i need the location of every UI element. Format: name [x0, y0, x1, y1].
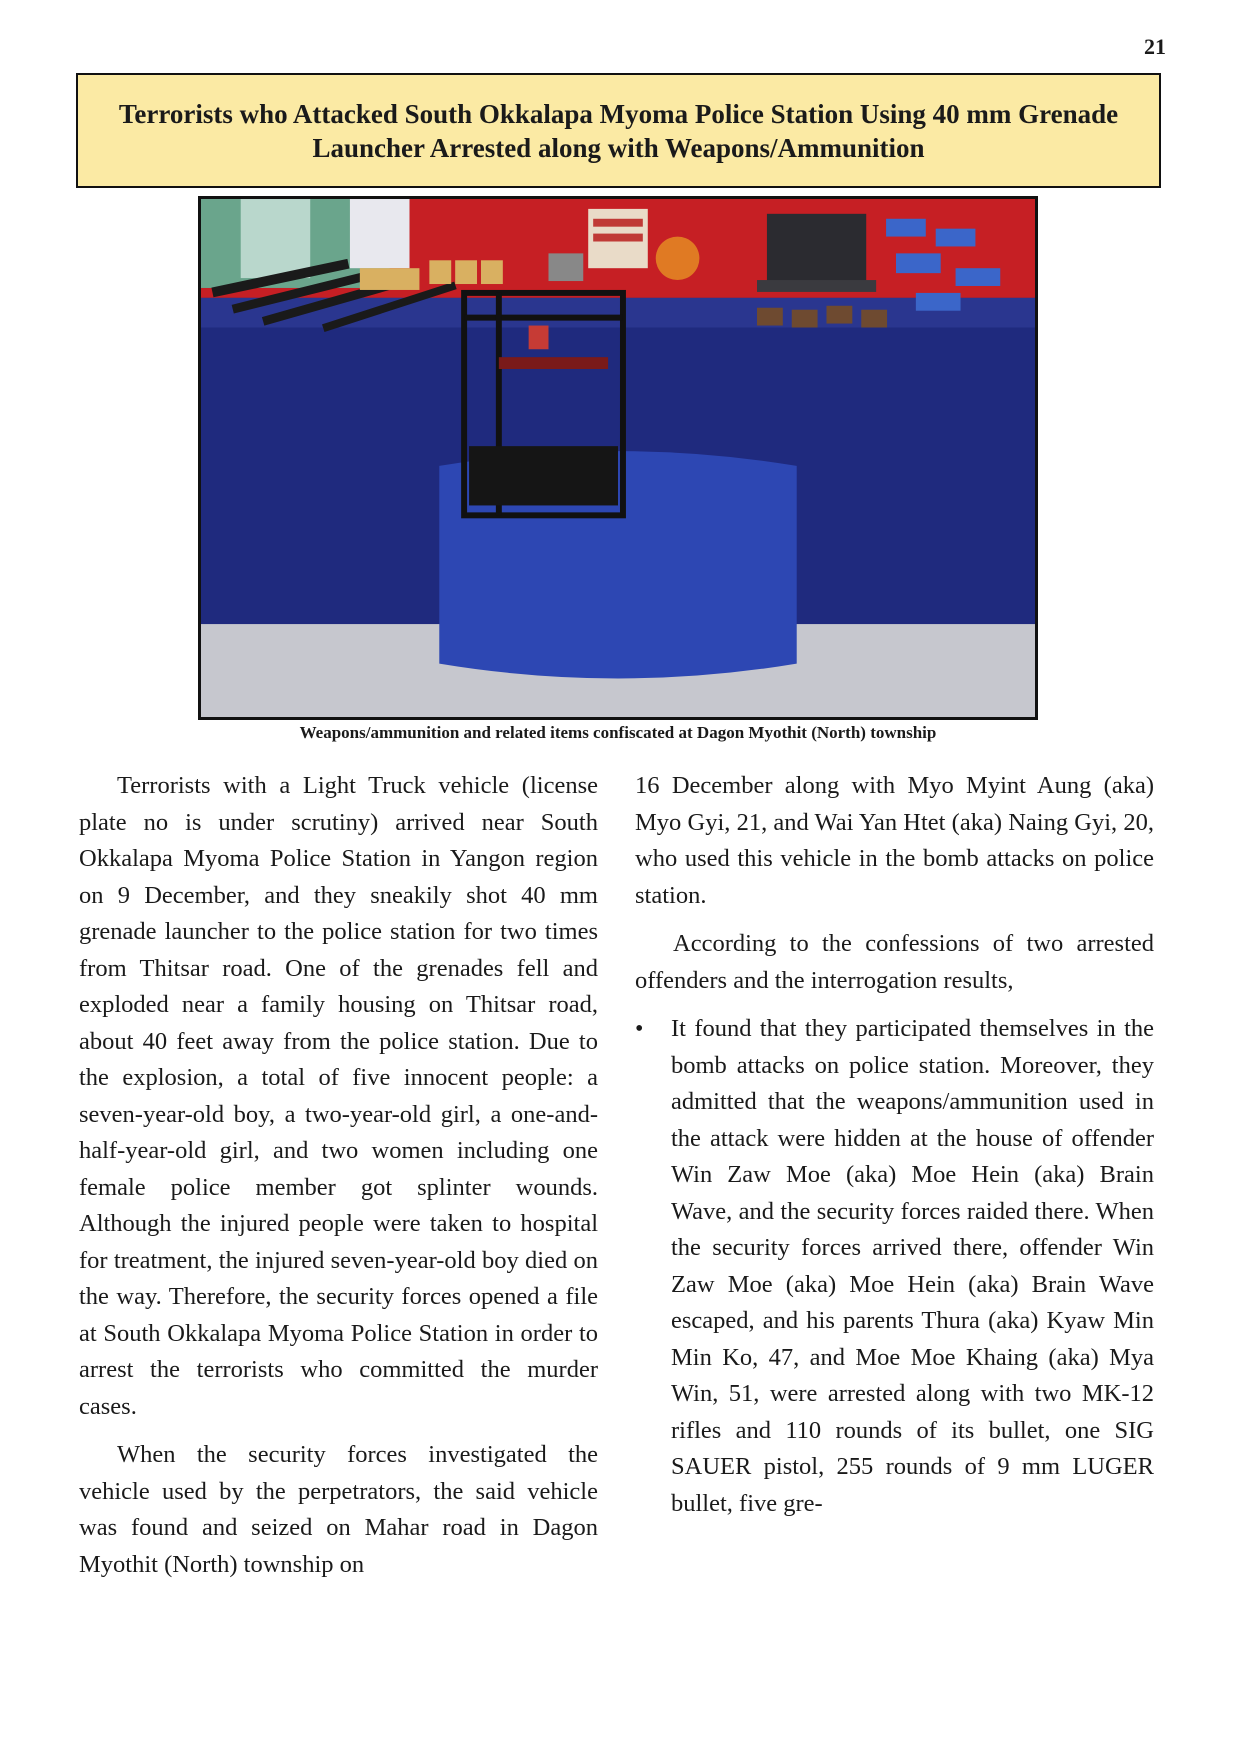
photo-illustration [201, 199, 1035, 717]
confiscated-weapons-photo [198, 196, 1038, 720]
page-number: 21 [1144, 34, 1166, 59]
bullet-item: • It found that they participated themselves in the bomb attacks on police station. Moreover, they admitted that the weapons/ammunition used in the attack were hidden at the house of offender Win Zaw Moe (aka) Moe Hein (aka) Brain Wave, and the security forces raided there. When the security forces arrived there, offender Win Zaw Moe (aka) Moe Hein (aka) Brain Wave escaped, and his parents Thura (aka) Kyaw Min Min Ko, 47, and Moe Moe Khaing (aka) Mya Win, 51, were arrested along with two MK-12 rifles and 110 rounds of its bullet, one SIG SAUER pistol, 255 rounds of 9 mm LUGER bullet, five gre- [671, 1011, 1154, 1522]
left-column [79, 768, 598, 1595]
body-paragraph: According to the confessions of two arrested offenders and the interrogation results, [635, 930, 1154, 994]
body-paragraph: When the security forces investigated the vehicle used by the perpetrators, the said vehicle was found and seized on Mahar road in Dagon Myothit (North) township on [79, 1441, 598, 1578]
photo-caption: Weapons/ammunition and related items confiscated at Dagon Myothit (North) township [299, 723, 937, 742]
body-paragraph: Terrorists with a Light Truck vehicle (license plate no is under scrutiny) arrived near South Okkalapa Myoma Police Station in Yangon region on 9 December, and they sneakily shot 40 mm grenade launcher to the police station for two times from Thitsar road. One of the grenades fell and exploded near a family housing on Thitsar road, about 40 feet away from the police station. Due to the explosion, a total of five innocent people: a seven-year-old boy, a two-year-old girl, a one-and-half-year-old girl, and two women including one female police member got splinter wounds. Although the injured people were taken to hospital for treatment, the injured seven-year-old boy died on the way. Therefore, the security forces opened a file at South Okkalapa Myoma Police Station in order to arrest the terrorists who committed the murder cases. [79, 772, 598, 1420]
headline: Terrorists who Attacked South Okkalapa Myoma Police Station Using 40 mm Grenade Launcher Arrested along with Weapons/Ammunition [118, 98, 1119, 163]
bullet-list [635, 1011, 1154, 1522]
right-column [635, 768, 1154, 1522]
body-paragraph-continuation: 16 December along with Myo Myint Aung (aka) Myo Gyi, 21, and Wai Yan Htet (aka) Naing Gyi, 20, who used this vehicle in the bomb attacks on police station. [635, 772, 1154, 909]
headline-box [76, 73, 1161, 188]
